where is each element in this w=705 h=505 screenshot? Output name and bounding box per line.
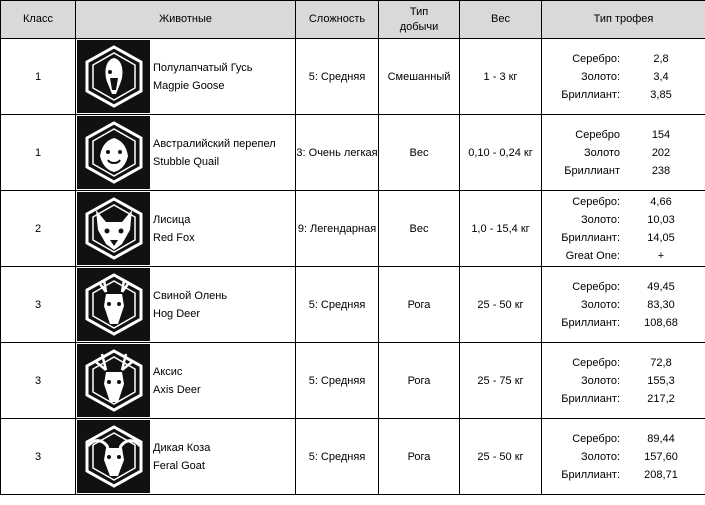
type-cell: Смешанный [379,39,460,115]
animal-name-ru: Лисица [153,213,191,226]
quail-icon [77,116,150,189]
trophy-value: 238 [651,164,671,177]
header-type [379,1,460,39]
trophy-line [542,296,705,314]
weight-cell: 0,10 - 0,24 кг [460,115,542,191]
trophy-label: Бриллиант: [561,316,620,329]
table-row [1,39,705,115]
type-cell: Вес [379,115,460,191]
table-row [1,267,705,343]
goat-icon [77,420,150,493]
trophy-label: Бриллиант: [561,468,620,481]
animal-name-ru: Дикая Коза [153,441,211,454]
difficulty-cell: 5: Средняя [296,39,379,115]
trophy-value: 202 [651,146,671,159]
animal-name-ru: Свиной Олень [153,289,228,302]
trophy-value: 72,8 [650,356,672,369]
trophy-line [542,211,705,229]
animal-cell [76,191,296,267]
trophy-line [542,247,705,265]
trophy-label: Золото: [580,213,620,226]
animal-name-en: Stubble Quail [153,155,220,168]
trophy-line [542,193,705,211]
class-cell: 1 [1,39,76,115]
trophy-value: 2,8 [653,52,669,65]
trophy-line [542,50,705,68]
animal-name-en: Feral Goat [153,459,205,472]
trophy-line [542,390,705,408]
weight-cell: 1 - 3 кг [460,39,542,115]
type-cell: Рога [379,419,460,495]
animal-name-en: Magpie Goose [153,79,225,92]
weight-cell: 25 - 50 кг [460,267,542,343]
trophy-line [542,448,705,466]
class-cell: 3 [1,267,76,343]
trophy-label: Бриллиант [564,164,620,177]
axis-deer-icon [77,344,150,417]
trophy-value: 49,45 [647,280,675,293]
animal-cell [76,419,296,495]
trophy-value: 208,71 [644,468,678,481]
trophy-line [542,430,705,448]
type-cell: Вес [379,191,460,267]
animal-name-en: Axis Deer [153,383,201,396]
trophy-cell [542,115,705,191]
table-row [1,419,705,495]
class-cell: 1 [1,115,76,191]
trophy-line [542,372,705,390]
trophy-value: 155,3 [647,374,675,387]
header-animals: Животные [76,1,296,39]
trophy-label: Золото: [580,450,620,463]
type-cell: Рога [379,267,460,343]
table-row [1,115,705,191]
weight-cell: 1,0 - 15,4 кг [460,191,542,267]
trophy-line [542,354,705,372]
trophy-label: Золото [584,146,620,159]
table-row [1,191,705,267]
header-type-line2: добычи [399,20,439,33]
animal-name-ru: Аксис [153,365,183,378]
animal-cell [76,267,296,343]
difficulty-cell: 5: Средняя [296,419,379,495]
animal-name-en: Hog Deer [153,307,201,320]
trophy-label: Золото: [580,298,620,311]
trophy-value: 10,03 [647,213,675,226]
trophy-value: 108,68 [644,316,678,329]
trophy-line [542,278,705,296]
difficulty-cell: 5: Средняя [296,343,379,419]
weight-cell: 25 - 75 кг [460,343,542,419]
fox-icon [77,192,150,265]
trophy-value: 14,05 [647,231,675,244]
animal-cell [76,343,296,419]
trophy-label: Серебро: [572,356,620,369]
trophy-line [542,466,705,484]
trophy-value: 3,4 [653,70,669,83]
trophy-line [542,314,705,332]
trophy-value: 154 [651,128,671,141]
weight-cell: 25 - 50 кг [460,419,542,495]
header-difficulty: Сложность [296,1,379,39]
trophy-line [542,229,705,247]
table-row [1,343,705,419]
header-row [1,1,705,39]
trophy-cell [542,39,705,115]
trophy-label: Серебро: [572,432,620,445]
header-weight: Вес [460,1,542,39]
trophy-value: 4,66 [650,195,672,208]
trophy-line [542,126,705,144]
class-cell: 2 [1,191,76,267]
trophy-label: Great One: [565,249,620,262]
trophy-line [542,86,705,104]
header-trophy: Тип трофея [542,1,705,39]
trophy-line [542,144,705,162]
trophy-label: Серебро: [572,280,620,293]
trophy-label: Серебро [575,128,620,141]
trophy-value: 217,2 [647,392,675,405]
class-cell: 3 [1,419,76,495]
trophy-cell [542,191,705,267]
trophy-label: Золото: [580,374,620,387]
header-type-line1: Тип [409,5,429,18]
trophy-label: Бриллиант: [561,231,620,244]
trophy-label: Бриллиант: [561,88,620,101]
goose-icon [77,40,150,113]
trophy-label: Бриллиант: [561,392,620,405]
trophy-line [542,162,705,180]
trophy-label: Золото: [580,70,620,83]
trophy-value: 157,60 [644,450,678,463]
animal-name-ru: Австралийский перепел [153,137,276,150]
animal-name-ru: Полулапчатый Гусь [153,61,253,74]
trophy-label: Серебро: [572,195,620,208]
type-cell: Рога [379,343,460,419]
difficulty-cell: 3: Очень легкая [296,115,379,191]
trophy-line [542,68,705,86]
trophy-value: 3,85 [650,88,672,101]
trophy-value: 89,44 [647,432,675,445]
trophy-cell [542,419,705,495]
animal-cell [76,115,296,191]
class-cell: 3 [1,343,76,419]
header-class: Класс [1,1,76,39]
animal-cell [76,39,296,115]
hog-deer-icon [77,268,150,341]
trophy-cell [542,267,705,343]
animal-name-en: Red Fox [153,231,195,244]
difficulty-cell: 5: Средняя [296,267,379,343]
trophy-value: + [657,249,665,262]
trophy-label: Серебро: [572,52,620,65]
trophy-cell [542,343,705,419]
difficulty-cell: 9: Легендарная [296,191,379,267]
trophy-value: 83,30 [647,298,675,311]
